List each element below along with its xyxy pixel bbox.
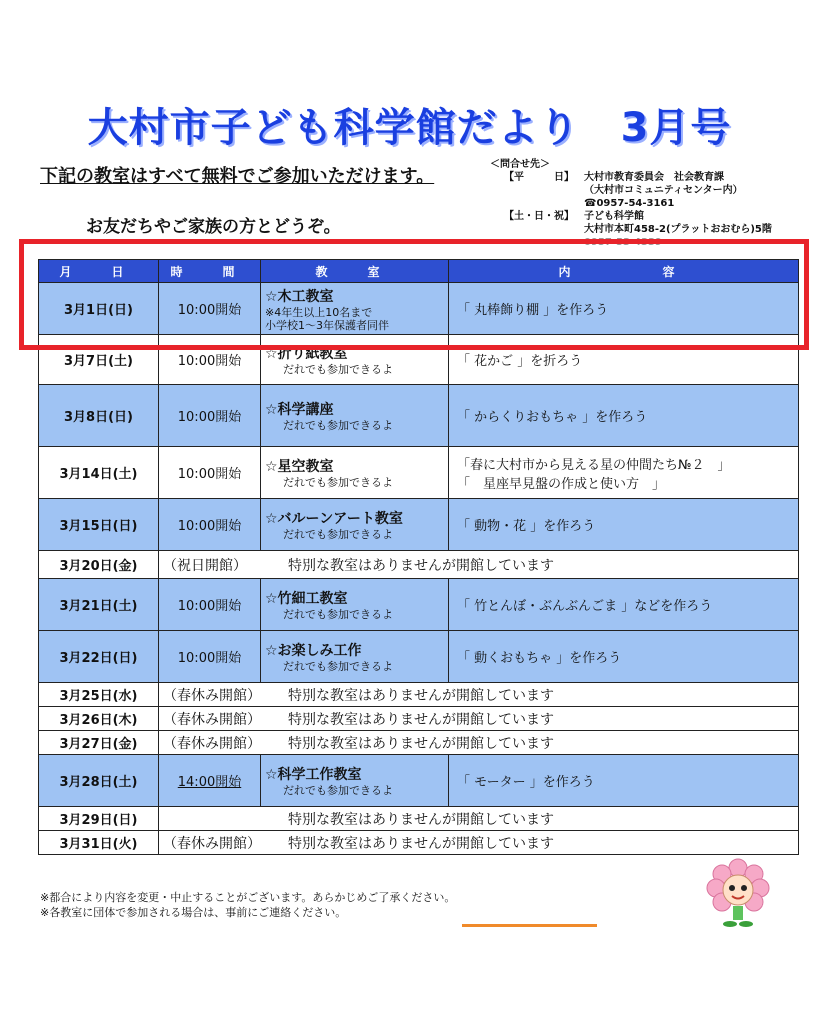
cell-class: [261, 579, 449, 631]
class-note: だれでも参加できるよ: [283, 528, 393, 541]
cell-closed-notice: [159, 551, 799, 579]
notice-text: 特別な教室はありませんが開館しています: [288, 711, 554, 728]
open-type: （春休み開館）: [163, 687, 261, 704]
class-note: だれでも参加できるよ: [283, 363, 393, 376]
schedule-table: [38, 259, 799, 855]
accent-line: [462, 924, 597, 927]
contact-weekend-line: 子ども科学館: [584, 211, 644, 222]
contact-weekday-key: 【平 日】: [504, 172, 574, 183]
table-row: [39, 683, 799, 707]
class-name: ☆バルーンアート教室: [265, 511, 403, 527]
footnote: ※各教室に団体で参加される場合は、事前にご連絡ください。: [40, 906, 347, 919]
content-text: 「 竹とんぼ・ぶんぶんごま 」などを作ろう: [457, 599, 713, 614]
contact-info: [490, 158, 810, 249]
cell-class: [261, 283, 449, 335]
content-text: 「 丸棒飾り棚 」を作ろう: [457, 303, 609, 318]
cell-date: 3月7日(土): [39, 335, 159, 385]
table-row: [39, 579, 799, 631]
cell-time: 10:00開始: [159, 499, 261, 551]
content-text: 「 動物・花 」を作ろう: [457, 519, 596, 534]
content-text: 「 モーター 」を作ろう: [457, 775, 595, 790]
cell-date: 3月20日(金): [39, 551, 159, 579]
cell-class: [261, 385, 449, 447]
open-type: （祝日開館）: [163, 557, 247, 574]
cell-date: 3月29日(日): [39, 807, 159, 831]
cell-date: 3月31日(火): [39, 831, 159, 855]
content-text: 「春に大村市から見える星の仲間たち№２ 」: [457, 457, 731, 473]
cell-closed-notice: [159, 731, 799, 755]
cell-date: 3月25日(水): [39, 683, 159, 707]
table-row: [39, 499, 799, 551]
class-note: だれでも参加できるよ: [283, 476, 393, 489]
notice-text: 特別な教室はありませんが開館しています: [288, 735, 554, 752]
class-note: だれでも参加できるよ: [283, 784, 393, 797]
flower-mascot-image: [706, 858, 770, 930]
table-row: [39, 707, 799, 731]
table-header-row: [39, 260, 799, 283]
contact-weekend-phone: 0957-53-4339: [584, 237, 662, 248]
open-type: （春休み開館）: [163, 711, 261, 728]
free-notice: 下記の教室はすべて無料でご参加いただけます。: [40, 166, 435, 187]
cell-class: [261, 755, 449, 807]
open-type: （春休み開館）: [163, 835, 261, 852]
cell-content: [449, 499, 799, 551]
table-row: [39, 447, 799, 499]
cell-date: 3月28日(土): [39, 755, 159, 807]
page-title: 大村市子ども科学館だより 3月号: [87, 105, 732, 151]
class-note: だれでも参加できるよ: [283, 608, 393, 621]
footnote: ※都合により内容を変更・中止することがございます。あらかじめご了承ください。: [40, 891, 456, 904]
open-type: （春休み開館）: [163, 735, 261, 752]
notice-text: 特別な教室はありませんが開館しています: [288, 835, 554, 852]
cell-content: [449, 335, 799, 385]
class-note: 小学校1～3年保護者同伴: [265, 318, 389, 332]
table-row: [39, 283, 799, 335]
cell-closed-notice: [159, 831, 799, 855]
contact-header: ＜問合せ先＞: [490, 159, 550, 170]
contact-weekday-line: （大村市コミュニティセンター内）: [584, 185, 743, 196]
content-text: 「 花かご 」を折ろう: [457, 354, 583, 369]
contact-weekend-line: 大村市本町458-2(プラットおおむら)5階: [584, 224, 772, 235]
cell-content: [449, 631, 799, 683]
cell-class: [261, 631, 449, 683]
cell-content: [449, 385, 799, 447]
content-text: 「 動くおもちゃ 」を作ろう: [457, 651, 622, 666]
content-text: 「 からくりおもちゃ 」を作ろう: [457, 410, 648, 425]
table-row: [39, 631, 799, 683]
header-date: 月 日: [39, 260, 159, 283]
cell-content: [449, 447, 799, 499]
cell-class: [261, 335, 449, 385]
table-row: [39, 831, 799, 855]
contact-weekend-key: 【土・日・祝】: [504, 211, 574, 222]
table-row: [39, 335, 799, 385]
table-row: [39, 385, 799, 447]
cell-date: 3月22日(日): [39, 631, 159, 683]
class-name: ☆星空教室: [265, 459, 334, 475]
cell-time: 10:00開始: [159, 335, 261, 385]
cell-time: 10:00開始: [159, 631, 261, 683]
header-class: 教 室: [261, 260, 449, 283]
content-text: 「 星座早見盤の作成と使い方 」: [457, 476, 666, 492]
notice-text: 特別な教室はありませんが開館しています: [288, 811, 554, 828]
cell-time: 10:00開始: [159, 283, 261, 335]
cell-content: [449, 579, 799, 631]
cell-class: [261, 499, 449, 551]
cell-date: 3月14日(土): [39, 447, 159, 499]
cell-closed-notice: [159, 707, 799, 731]
cell-time: 10:00開始: [159, 579, 261, 631]
cell-time: 14:00開始: [159, 755, 261, 807]
table-row: [39, 551, 799, 579]
cell-closed-notice: [159, 683, 799, 707]
class-name: ☆木工教室: [265, 288, 334, 305]
welcome-text: お友だちやご家族の方とどうぞ。: [86, 217, 341, 237]
cell-class: [261, 447, 449, 499]
header-time: 時 間: [159, 260, 261, 283]
contact-weekday-line: 大村市教育委員会 社会教育課: [584, 172, 724, 183]
class-name: ☆お楽しみ工作: [265, 643, 362, 659]
cell-date: 3月27日(金): [39, 731, 159, 755]
contact-weekday-phone: ☎0957-54-3161: [584, 198, 675, 209]
cell-date: 3月21日(土): [39, 579, 159, 631]
cell-time: 10:00開始: [159, 447, 261, 499]
cell-date: 3月1日(日): [39, 283, 159, 335]
table-row: [39, 755, 799, 807]
class-note: だれでも参加できるよ: [283, 419, 393, 432]
cell-content: [449, 283, 799, 335]
notice-text: 特別な教室はありませんが開館しています: [288, 687, 554, 704]
cell-closed-notice: [159, 807, 799, 831]
cell-time: 10:00開始: [159, 385, 261, 447]
footnotes: [40, 890, 455, 920]
class-name: ☆竹細工教室: [265, 591, 348, 607]
class-note: だれでも参加できるよ: [283, 660, 393, 673]
cell-date: 3月15日(日): [39, 499, 159, 551]
header-content: 内 容: [449, 260, 799, 283]
table-row: [39, 807, 799, 831]
table-row: [39, 731, 799, 755]
class-note: ※4年生以上10名まで: [265, 305, 373, 319]
class-name: ☆科学工作教室: [265, 767, 362, 783]
cell-date: 3月8日(日): [39, 385, 159, 447]
class-name: ☆折り紙教室: [265, 346, 348, 362]
cell-date: 3月26日(木): [39, 707, 159, 731]
cell-content: [449, 755, 799, 807]
notice-text: 特別な教室はありませんが開館しています: [288, 557, 554, 574]
class-name: ☆科学講座: [265, 402, 334, 418]
